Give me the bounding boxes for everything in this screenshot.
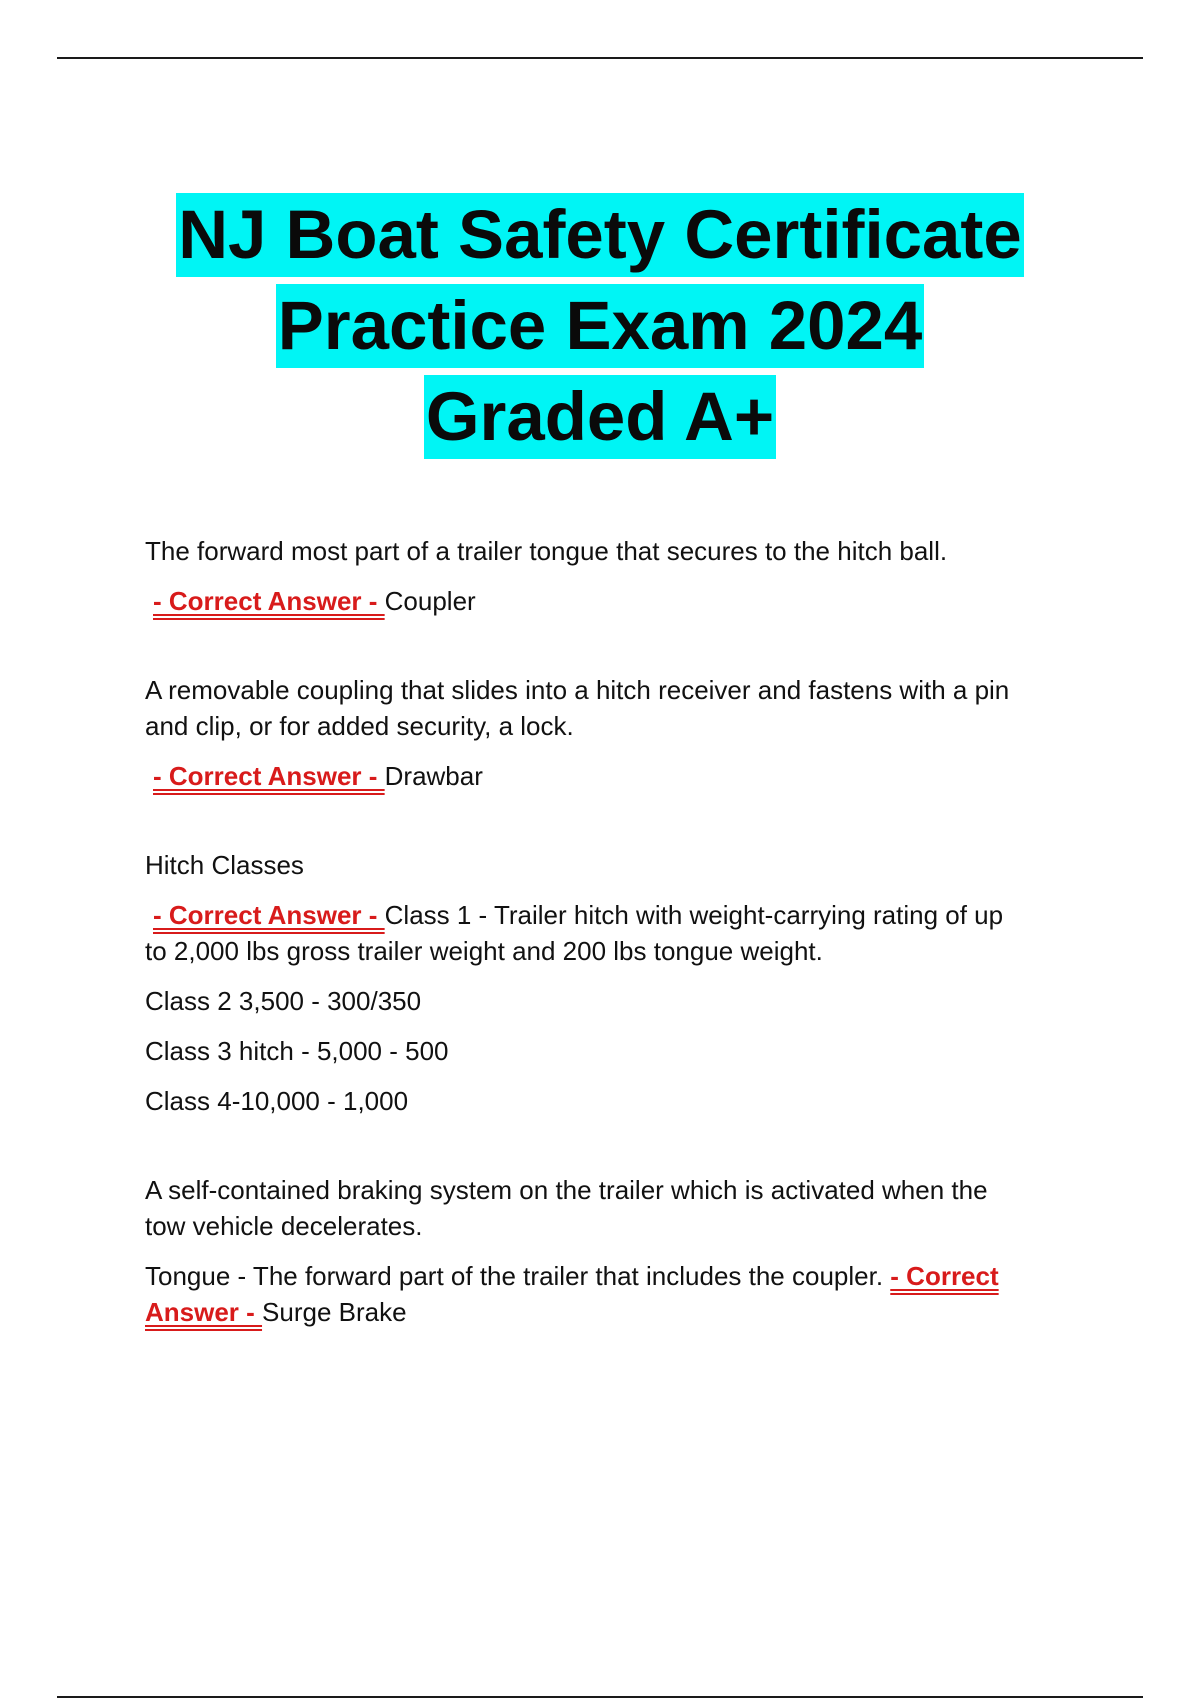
answer-text: Coupler	[384, 586, 476, 616]
top-rule	[57, 57, 1143, 59]
pre-answer-text: Tongue - The forward part of the trailer that includes the coupler.	[145, 1261, 891, 1291]
title-line-3: Graded A+	[0, 375, 1200, 466]
question-4: A self-contained braking system on the trailer which is activated when the tow vehicle decelerates.	[145, 1175, 988, 1241]
answer-1	[145, 583, 1085, 619]
correct-answer-marker: - Correct Answer -	[153, 761, 385, 791]
correct-answer-marker: - Correct	[890, 1261, 999, 1291]
title-line-2: Practice Exam 2024	[0, 284, 1200, 375]
class-line-2: Class 2 3,500 - 300/350	[145, 986, 422, 1016]
answer-text: Surge Brake	[262, 1297, 407, 1327]
document-title	[0, 193, 1200, 466]
bottom-rule	[57, 1696, 1143, 1698]
correct-answer-marker: - Correct Answer -	[153, 586, 385, 616]
correct-answer-marker: - Correct Answer -	[153, 900, 385, 930]
question-3: Hitch Classes	[145, 850, 304, 880]
class-line-3: Class 3 hitch - 5,000 - 500	[145, 1036, 449, 1066]
answer-2	[145, 758, 1085, 794]
question-1: The forward most part of a trailer tongue that secures to the hitch ball.	[145, 536, 948, 566]
correct-answer-marker-cont: Answer -	[145, 1297, 263, 1327]
answer-4	[145, 1258, 1085, 1330]
question-2: A removable coupling that slides into a hitch receiver and fastens with a pin and clip, or for added security, a lock.	[145, 675, 1010, 741]
answer-text: Class 1 - Trailer hitch with weight-carrying rating of up	[384, 900, 1004, 930]
answer-3	[145, 897, 1085, 969]
class-line-4: Class 4-10,000 - 1,000	[145, 1086, 409, 1116]
answer-text-cont: to 2,000 lbs gross trailer weight and 200 lbs tongue weight.	[145, 936, 823, 966]
qa-content	[145, 533, 1085, 1330]
title-line-1: NJ Boat Safety Certificate	[0, 193, 1200, 284]
answer-text: Drawbar	[384, 761, 483, 791]
